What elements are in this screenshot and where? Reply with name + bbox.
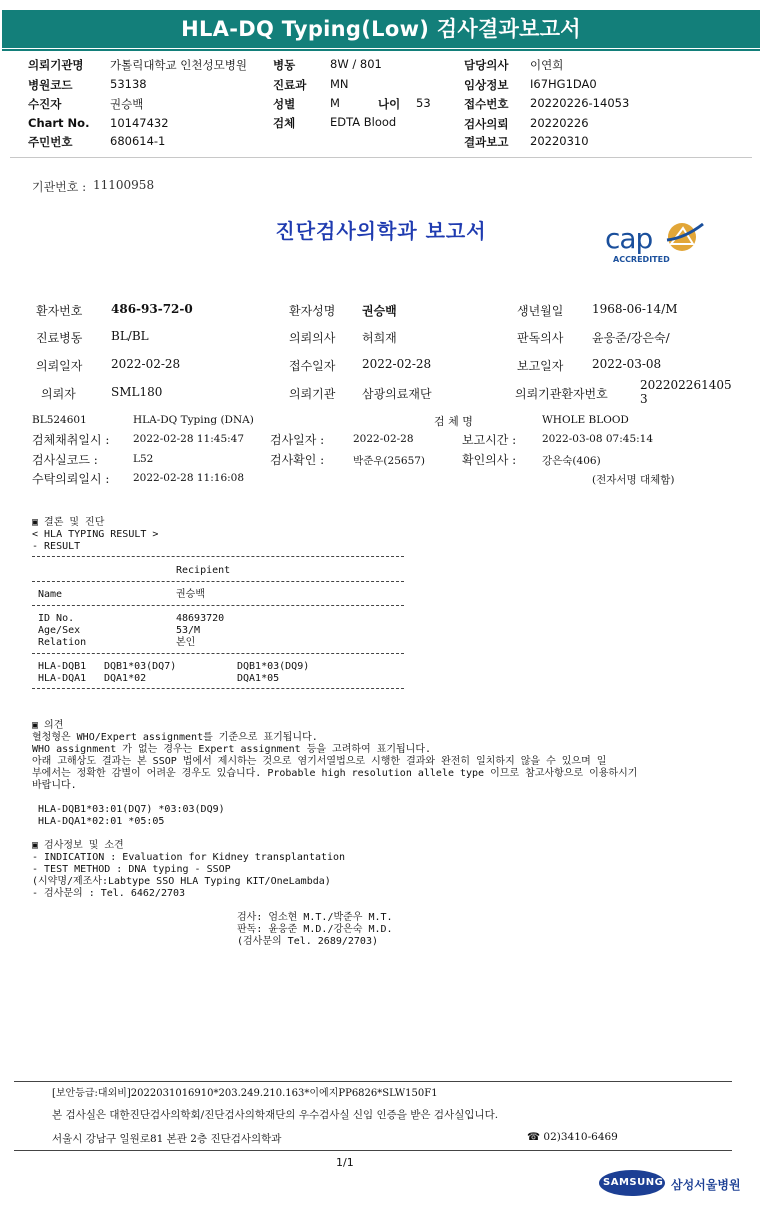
dqa1-label: HLA-DQA1 [38, 673, 87, 684]
doctor-label: 담당의사 [464, 58, 509, 72]
result-section-title: ▣ 결론 및 진단 [32, 517, 105, 528]
receipt-no: 20220226-14053 [530, 96, 630, 110]
receipt-date-label: 접수일자 [289, 359, 336, 373]
cap-logo-text: cap [605, 222, 653, 255]
test-confirm-label: 검사확인 : [270, 453, 325, 467]
collection-time: 2022-02-28 11:45:47 [133, 433, 245, 445]
inst-patient-no-line2: 3 [640, 392, 648, 406]
institution-no-label: 기관번호 : [32, 180, 87, 194]
requesting-institution-label: 의뢰기관명 [28, 58, 84, 72]
inst-patient-no-label: 의뢰기관환자번호 [515, 387, 608, 401]
dashed-divider [32, 556, 404, 557]
chart-no: 10147432 [110, 116, 169, 130]
hospital-code-label: 병원코드 [28, 78, 73, 92]
result-label: - RESULT [32, 541, 81, 552]
id-label: ID No. [38, 613, 75, 624]
relation-label: Relation [38, 637, 87, 648]
ward-2: BL/BL [111, 329, 149, 343]
requester: SML180 [111, 385, 163, 399]
sex-label: 성별 [273, 97, 296, 111]
recipient-name: 권승백 [176, 589, 205, 600]
department-label: 진료과 [273, 78, 307, 92]
ward-label: 병동 [273, 58, 296, 72]
opinion-line: WHO assignment 가 없는 경우는 Expert assignment 등을 고려하여 표기됩니다. [32, 744, 432, 755]
high-res-dqb1: HLA-DQB1*03:01(DQ7) *03:03(DQ9) [38, 804, 225, 815]
tester-signature: 검사: 엄소현 M.T./박준우 M.T. [237, 912, 393, 923]
reading-doctor: 윤응준/강은숙/ [592, 331, 670, 345]
test-confirm: 박준우(25657) [353, 455, 426, 467]
hla-typing-title: < HLA TYPING RESULT > [32, 529, 159, 540]
footer-divider [14, 1081, 732, 1082]
recipient-relation: 본인 [176, 637, 196, 648]
doctor: 이연희 [530, 58, 564, 72]
test-specimen-label: 검 체 명 [434, 415, 473, 428]
samsung-text: SAMSUNG [603, 1177, 664, 1188]
page-number: 1/1 [336, 1156, 354, 1169]
report-heading: 진단검사의학과 보고서 [275, 219, 487, 243]
room-code: L52 [133, 453, 154, 465]
agesex-label: Age/Sex [38, 625, 81, 636]
opinion-line: 바랍니다. [32, 780, 77, 791]
recipient-agesex: 53/M [176, 625, 201, 636]
receipt-no-label: 접수번호 [464, 97, 509, 111]
birth-label: 생년월일 [517, 304, 564, 318]
result-report: 20220310 [530, 134, 589, 148]
security-line: [보안등급:대외비]2022031016910*203.249.210.163*이에지PP6826*SLW150F1 [52, 1088, 438, 1099]
patient-name: 권승백 [362, 304, 397, 318]
dashed-divider [32, 688, 404, 689]
recipient-id: 48693720 [176, 613, 225, 624]
phone-number: ☎ 02)3410-6469 [527, 1131, 618, 1143]
institution-no: 11100958 [93, 178, 155, 192]
resident-no-label: 주민번호 [28, 135, 73, 149]
dqb1-label: HLA-DQB1 [38, 661, 87, 672]
report-date-label: 보고일자 [517, 359, 564, 373]
footer-divider [14, 1150, 732, 1151]
test-specimen: WHOLE BLOOD [542, 414, 629, 426]
reading-doctor-label: 판독의사 [517, 331, 564, 345]
req-institution: 삼광의료재단 [362, 387, 432, 401]
room-code-label: 검사실코드 : [32, 453, 98, 467]
dqb1-allele-1: DQB1*03(DQ7) [104, 661, 177, 672]
ward-label-2: 진료병동 [36, 331, 83, 345]
req-date-label: 의뢰일자 [36, 359, 83, 373]
report-date: 2022-03-08 [592, 357, 662, 371]
req-doctor: 허희재 [362, 331, 397, 345]
test-code: BL524601 [32, 414, 87, 426]
ward: 8W / 801 [330, 57, 382, 71]
chart-no-label: Chart No. [28, 116, 90, 130]
clinical-info-label: 임상정보 [464, 78, 509, 92]
req-date: 2022-02-28 [111, 357, 181, 371]
recipient-header: Recipient [176, 565, 231, 576]
sex: M [330, 96, 340, 110]
result-report-label: 결과보고 [464, 135, 509, 149]
hospital-code: 53138 [110, 77, 147, 91]
test-method: - TEST METHOD : DNA typing - SSOP [32, 864, 231, 875]
test-request: 20220226 [530, 116, 589, 130]
high-res-dqa1: HLA-DQA1*02:01 *05:05 [38, 816, 165, 827]
test-date: 2022-02-28 [353, 433, 414, 445]
receipt-time-label: 수탁의뢰일시 : [32, 472, 110, 486]
indication: - INDICATION : Evaluation for Kidney transplantation [32, 852, 346, 863]
opinion-line: 아래 고해상도 결과는 본 SSOP 법에서 제시하는 것으로 염기서열법으로 시행한 결과와 완전히 일치하지 않을 수 있으며 일 [32, 756, 607, 767]
header-divider [10, 157, 752, 158]
opinion-title: ▣ 의견 [32, 720, 64, 731]
department: MN [330, 77, 349, 91]
age: 53 [416, 96, 431, 110]
esign-note: (전자서명 대체함) [592, 474, 675, 486]
resident-no: 680614-1 [110, 134, 166, 148]
reader-signature: 판독: 윤응준 M.D./강은숙 M.D. [237, 924, 393, 935]
confirm-doctor-label: 확인의사 : [462, 453, 517, 467]
dashed-divider [32, 605, 404, 606]
test-date-label: 검사일자 : [270, 433, 325, 447]
req-institution-label: 의뢰기관 [289, 387, 336, 401]
dqb1-allele-2: DQB1*03(DQ9) [237, 661, 310, 672]
test-name: HLA-DQ Typing (DNA) [133, 414, 254, 426]
report-title: HLA-DQ Typing(Low) 검사결과보고서 [2, 10, 760, 48]
dqa1-allele-1: DQA1*02 [104, 673, 147, 684]
receipt-date: 2022-02-28 [362, 357, 432, 371]
specimen-label: 검체 [273, 116, 296, 130]
report-time-label: 보고시간 : [462, 433, 517, 447]
dashed-divider [32, 581, 404, 582]
cap-seal-icon [663, 220, 705, 254]
confirm-doctor: 강은숙(406) [542, 455, 601, 467]
dqa1-allele-2: DQA1*05 [237, 673, 280, 684]
hospital-name: 삼성서울병원 [671, 1178, 741, 1192]
req-doctor-label: 의뢰의사 [289, 331, 336, 345]
age-label: 나이 [378, 97, 401, 111]
dashed-divider [32, 653, 404, 654]
patient-no: 486-93-72-0 [111, 302, 193, 316]
report-time: 2022-03-08 07:45:14 [542, 433, 654, 445]
birth: 1968-06-14/M [592, 302, 678, 316]
opinion-line: 부에서는 정확한 감별이 어려운 경우도 있습니다. Probable high resolution allele type 이므로 참고사항으로 이용하시기 [32, 768, 638, 779]
cap-accredited-logo [605, 222, 705, 268]
name-label: Name [38, 589, 63, 600]
collection-label: 검체채취일시 : [32, 433, 110, 447]
certification-note: 본 검사실은 대한진단검사의학회/진단검사의학재단의 우수검사실 신임 인증을 받은 검사실입니다. [52, 1109, 499, 1121]
address: 서울시 강남구 일원로81 본관 2층 진단검사의학과 [52, 1133, 282, 1145]
inst-patient-no-line1: 202202261405 [640, 378, 732, 392]
test-request-label: 검사의뢰 [464, 117, 509, 131]
cap-accredited-text: ACCREDITED [613, 255, 670, 264]
reagent: (시약명/제조사:Labtype SSO HLA Typing KIT/OneLambda) [32, 876, 331, 887]
requester-label: 의뢰자 [41, 387, 76, 401]
patient-name: 권승백 [110, 97, 144, 111]
patient-label: 수진자 [28, 97, 62, 111]
inquiry: - 검사문의 : Tel. 6462/2703 [32, 888, 186, 899]
test-details-title: ▣ 검사정보 및 소견 [32, 840, 124, 851]
opinion-line: 혈청형은 WHO/Expert assignment를 기준으로 표기됩니다. [32, 732, 318, 743]
patient-name-label: 환자성명 [289, 304, 336, 318]
clinical-info: I67HG1DA0 [530, 77, 597, 91]
patient-no-label: 환자번호 [36, 304, 83, 318]
requesting-institution: 가톨릭대학교 인천성모병원 [110, 58, 247, 72]
receipt-time: 2022-02-28 11:16:08 [133, 472, 245, 484]
specimen: EDTA Blood [330, 115, 397, 129]
inquiry-phone: (검사문의 Tel. 2689/2703) [237, 936, 378, 947]
